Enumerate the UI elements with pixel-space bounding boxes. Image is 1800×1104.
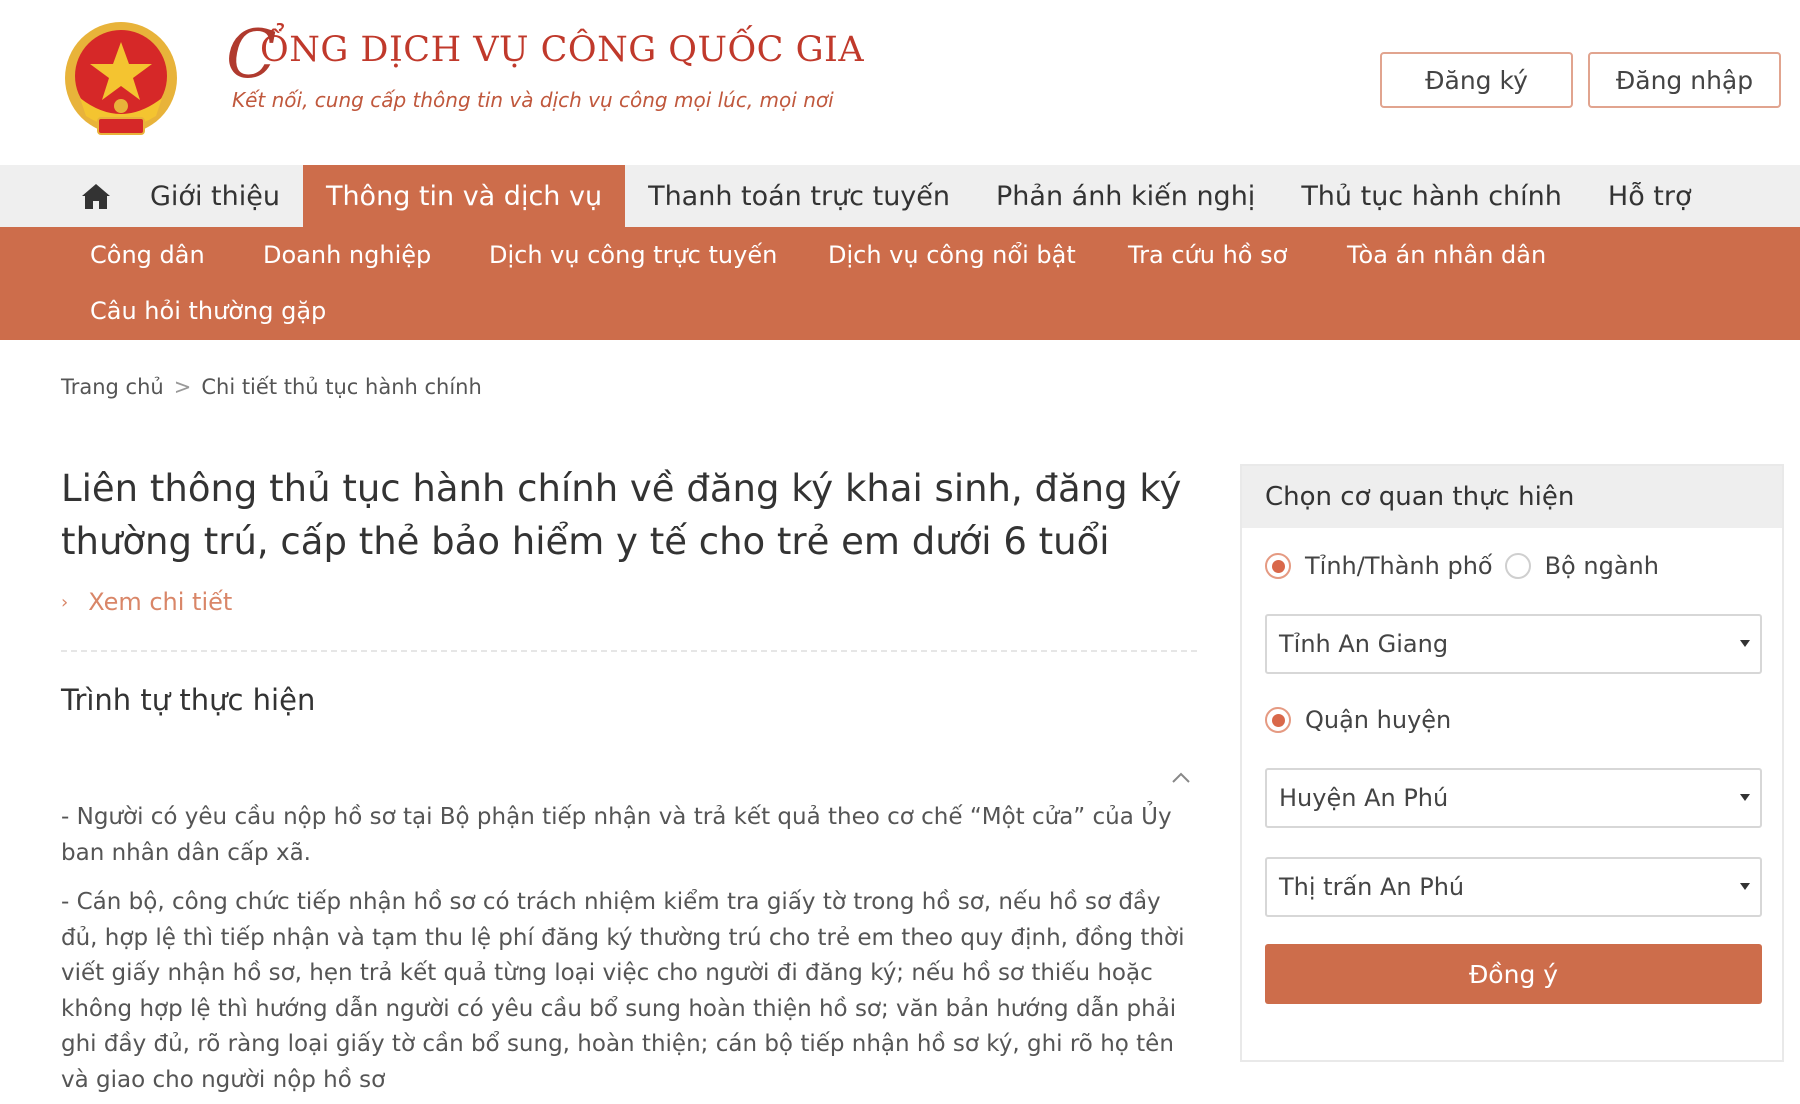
ward-select[interactable] [1265, 857, 1762, 917]
site-title-initial: C [226, 16, 277, 93]
login-button[interactable]: Đăng nhập [1588, 52, 1781, 108]
sub-nav-dich-vu-cong-truc-tuyen[interactable]: Dịch vụ công trực tuyến [489, 241, 778, 269]
site-slogan: Kết nối, cung cấp thông tin và dịch vụ công mọi lúc, mọi nơi [232, 88, 834, 112]
nav-item-ho-tro[interactable]: Hỗ trợ [1607, 180, 1692, 212]
agency-type-radio-group [1265, 552, 1659, 580]
province-select[interactable] [1265, 614, 1762, 674]
panel-heading: Chọn cơ quan thực hiện [1242, 466, 1782, 528]
breadcrumb-home[interactable]: Trang chủ [61, 375, 164, 399]
divider [61, 650, 1197, 652]
register-button[interactable]: Đăng ký [1380, 52, 1573, 108]
nav-item-gioi-thieu[interactable]: Giới thiệu [150, 180, 280, 212]
breadcrumb [61, 375, 482, 399]
radio-province-label[interactable]: Tỉnh/Thành phố [1305, 552, 1493, 580]
site-title[interactable] [226, 16, 865, 93]
section-title: Trình tự thực hiện [61, 683, 316, 717]
district-select[interactable] [1265, 768, 1762, 828]
caret-down-icon [1740, 640, 1750, 647]
caret-down-icon [1740, 883, 1750, 890]
site-title-text: ỔNG DỊCH VỤ CÔNG QUỐC GIA [260, 30, 865, 70]
chevron-right-icon: › [61, 592, 69, 613]
home-icon [81, 183, 111, 210]
radio-ministry-label[interactable]: Bộ ngành [1544, 552, 1659, 580]
national-emblem-icon[interactable] [60, 20, 182, 144]
sub-nav-toa-an-nhan-dan[interactable]: Tòa án nhân dân [1347, 241, 1547, 269]
nav-item-thanh-toan-truc-tuyen[interactable]: Thanh toán trực tuyến [648, 180, 951, 212]
ward-select-value: Thị trấn An Phú [1279, 873, 1465, 901]
district-radio-row [1265, 706, 1451, 734]
nav-item-thong-tin-va-dich-vu[interactable]: Thông tin và dịch vụ [303, 165, 625, 227]
radio-province[interactable] [1265, 553, 1291, 579]
nav-home[interactable] [65, 165, 127, 227]
site-header [0, 0, 1800, 165]
chevron-up-icon[interactable] [1168, 768, 1194, 788]
main-nav [0, 165, 1800, 227]
radio-district[interactable] [1265, 707, 1291, 733]
sub-nav-dich-vu-cong-noi-bat[interactable]: Dịch vụ công nổi bật [828, 241, 1076, 269]
breadcrumb-current: Chi tiết thủ tục hành chính [201, 375, 482, 399]
nav-item-phan-anh-kien-nghi[interactable]: Phản ánh kiến nghị [996, 180, 1256, 212]
caret-down-icon [1740, 794, 1750, 801]
radio-district-label[interactable]: Quận huyện [1305, 706, 1452, 734]
district-select-value: Huyện An Phú [1279, 784, 1449, 812]
breadcrumb-separator: > [173, 375, 192, 399]
see-detail-link[interactable] [61, 588, 232, 616]
site-title-block [226, 16, 865, 112]
province-select-value: Tỉnh An Giang [1279, 630, 1449, 658]
sub-nav [0, 227, 1800, 340]
radio-ministry[interactable] [1505, 553, 1531, 579]
see-detail-label: Xem chi tiết [88, 588, 233, 616]
sub-nav-doanh-nghiep[interactable]: Doanh nghiệp [263, 241, 432, 269]
page-title: Liên thông thủ tục hành chính về đăng ký khai sinh, đăng ký thường trú, cấp thẻ bảo hiểm y tế cho trẻ em dưới 6 tuổi [61, 467, 1182, 563]
sub-nav-tra-cuu-ho-so[interactable]: Tra cứu hồ sơ [1128, 241, 1288, 269]
procedure-paragraph-1: - Người có yêu cầu nộp hồ sơ tại Bộ phận tiếp nhận và trả kết quả theo cơ chế “Một cửa” của Ủy ban nhân dân cấp xã. [61, 804, 1172, 866]
sub-nav-cau-hoi-thuong-gap[interactable]: Câu hỏi thường gặp [90, 297, 327, 325]
agree-button[interactable]: Đồng ý [1265, 944, 1762, 1004]
sub-nav-cong-dan[interactable]: Công dân [90, 241, 205, 269]
procedure-paragraph-2: - Cán bộ, công chức tiếp nhận hồ sơ có trách nhiệm kiểm tra giấy tờ trong hồ sơ, nếu hồ sơ đầy đủ, hợp lệ thì tiếp nhận và tạm thu lệ phí đăng ký thường trú cho trẻ em theo quy định, đồng thời viết giấy nhận hồ sơ, hẹn trả kết quả từng loại việc cho người đi đăng ký; nếu hồ sơ thiếu hoặc không hợp lệ thì hướng dẫn người có yêu cầu bổ sung hoàn thiện hồ sơ; văn bản hướng dẫn phải ghi đầy đủ, rõ ràng loại giấy tờ cần bổ sung, hoàn thiện; cán bộ tiếp nhận hồ sơ ký, ghi rõ họ tên và giao cho người nộp hồ sơ [61, 889, 1185, 1093]
agency-select-panel [1240, 464, 1784, 1062]
nav-item-thu-tuc-hanh-chinh[interactable]: Thủ tục hành chính [1301, 180, 1562, 212]
